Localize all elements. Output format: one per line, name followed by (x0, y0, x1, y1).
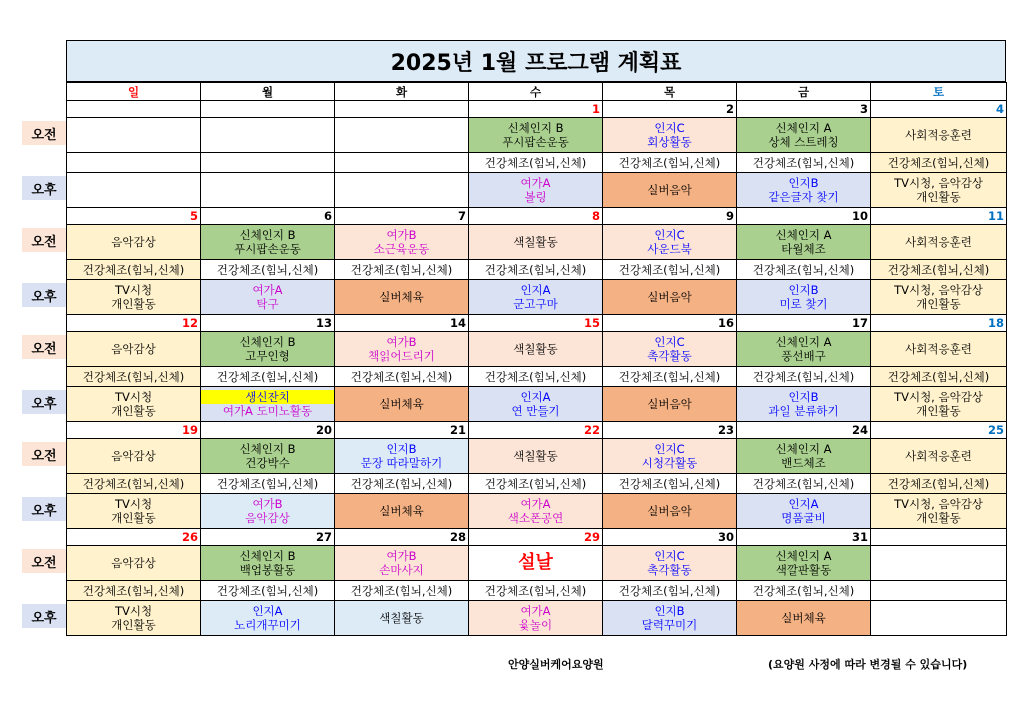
date-row (67, 529, 1007, 546)
activity-text: 인지B (788, 176, 819, 190)
activity-text: 음악감상 (245, 511, 290, 525)
activity-text: TV시청, 음악감상 (894, 176, 983, 190)
activity-text: 고무인형 (245, 349, 290, 363)
am-activity-cell (469, 225, 603, 260)
activity-text: 미로 찾기 (779, 297, 828, 311)
pm-activity-cell (871, 601, 1007, 636)
activity-text: 인지A (788, 497, 819, 511)
activity-text: 인지C (654, 442, 685, 456)
date-number: 20 (201, 422, 335, 439)
am-activity-cell (737, 439, 871, 474)
activity-text: 실버음악 (647, 290, 692, 304)
activity-text: 사회적응훈련 (905, 128, 972, 142)
am-label: 오전 (22, 228, 66, 252)
exercise-cell (335, 153, 469, 173)
am-activity-cell (871, 546, 1007, 581)
pm-activity-cell (737, 280, 871, 315)
am-row (67, 439, 1007, 474)
activity-text: 실버음악 (647, 183, 692, 197)
pm-label: 오후 (22, 497, 66, 521)
activity-text: 인지C (654, 228, 685, 242)
exercise-cell: 건강체조(힘뇌,신체) (469, 260, 603, 280)
am-activity-cell (67, 439, 201, 474)
activity-text: TV시청, 음악감상 (894, 390, 983, 404)
exercise-cell: 건강체조(힘뇌,신체) (603, 474, 737, 494)
activity-text: 사회적응훈련 (905, 235, 972, 249)
pm-row (67, 280, 1007, 315)
program-calendar (66, 82, 1007, 636)
activity-text: 실버체육 (379, 397, 424, 411)
date-number: 15 (469, 315, 603, 332)
activity-text: 인지C (654, 121, 685, 135)
activity-text: 인지A (252, 604, 283, 618)
pm-activity-cell (335, 494, 469, 529)
activity-text: 노리개꾸미기 (234, 618, 301, 632)
date-number: 30 (603, 529, 737, 546)
activity-text: 실버체육 (379, 504, 424, 518)
pm-label: 오후 (22, 283, 66, 307)
weekday-header-row (67, 83, 1007, 101)
am-label: 오전 (22, 335, 66, 359)
activity-text: 촉각활동 (647, 349, 692, 363)
exercise-cell: 건강체조(힘뇌,신체) (737, 581, 871, 601)
am-row (67, 546, 1007, 581)
exercise-cell (67, 153, 201, 173)
activity-text: 여가A (252, 283, 283, 297)
am-activity-cell (603, 439, 737, 474)
schedule-notice: (요양원 사정에 따라 변경될 수 있습니다) (768, 658, 968, 671)
weekday-tue: 화 (335, 83, 469, 101)
exercise-cell: 건강체조(힘뇌,신체) (737, 367, 871, 387)
pm-activity-cell (67, 280, 201, 315)
date-number: 24 (737, 422, 871, 439)
date-number: 18 (871, 315, 1007, 332)
activity-text: 개인활동 (916, 190, 961, 204)
am-activity-cell (201, 439, 335, 474)
exercise-row (67, 153, 1007, 173)
pm-activity-cell (871, 280, 1007, 315)
am-activity-cell (67, 225, 201, 260)
facility-name: 안양실버케어요양원 (508, 658, 604, 671)
am-activity-cell (201, 118, 335, 153)
activity-text: 인지A (520, 283, 551, 297)
am-activity-cell (335, 546, 469, 581)
date-number: 4 (871, 101, 1007, 118)
activity-text: 인지B (386, 442, 417, 456)
pm-activity-cell (871, 387, 1007, 422)
pm-activity-cell (603, 387, 737, 422)
activity-text: 백업봉활동 (239, 563, 296, 577)
activity-text: 개인활동 (916, 511, 961, 525)
date-number: 7 (335, 208, 469, 225)
exercise-cell: 건강체조(힘뇌,신체) (335, 367, 469, 387)
activity-text: TV시청, 음악감상 (894, 283, 983, 297)
date-number: 13 (201, 315, 335, 332)
exercise-row (67, 474, 1007, 494)
activity-text: 신체인지 A (775, 442, 832, 456)
activity-text: 과일 분류하기 (768, 404, 839, 418)
activity-text: TV시청 (114, 604, 153, 618)
activity-text: 윷놀이 (518, 618, 553, 632)
exercise-cell: 건강체조(힘뇌,신체) (871, 260, 1007, 280)
date-number: 23 (603, 422, 737, 439)
exercise-cell: 건강체조(힘뇌,신체) (67, 367, 201, 387)
date-number: 22 (469, 422, 603, 439)
pm-activity-cell (469, 387, 603, 422)
exercise-cell: 건강체조(힘뇌,신체) (469, 474, 603, 494)
am-activity-cell (335, 439, 469, 474)
am-activity-cell (201, 225, 335, 260)
am-row (67, 118, 1007, 153)
date-number: 12 (67, 315, 201, 332)
am-activity-cell (871, 118, 1007, 153)
weekday-mon: 월 (201, 83, 335, 101)
exercise-cell: 건강체조(힘뇌,신체) (871, 153, 1007, 173)
am-activity-cell (469, 546, 603, 581)
am-label: 오전 (22, 121, 66, 145)
date-number: 1 (469, 101, 603, 118)
am-activity-cell (737, 332, 871, 367)
date-row (67, 101, 1007, 118)
am-activity-cell (871, 225, 1007, 260)
activity-text: 개인활동 (111, 511, 156, 525)
activity-text: 인지B (654, 604, 685, 618)
activity-text: 여가A (520, 497, 551, 511)
date-number: 11 (871, 208, 1007, 225)
activity-text: 같은글자 찾기 (768, 190, 839, 204)
am-activity-cell (603, 225, 737, 260)
am-activity-cell (335, 332, 469, 367)
am-row (67, 225, 1007, 260)
am-activity-cell (201, 546, 335, 581)
pm-label: 오후 (22, 176, 66, 200)
pm-activity-cell (335, 280, 469, 315)
date-number: 2 (603, 101, 737, 118)
activity-text: 풍선배구 (781, 349, 826, 363)
am-row (67, 332, 1007, 367)
pm-activity-cell (67, 601, 201, 636)
activity-text: 신체인지 A (775, 228, 832, 242)
date-number: 6 (201, 208, 335, 225)
date-number (201, 101, 335, 118)
am-activity-cell (335, 225, 469, 260)
exercise-cell: 건강체조(힘뇌,신체) (469, 581, 603, 601)
date-number: 25 (871, 422, 1007, 439)
activity-text: 실버음악 (647, 504, 692, 518)
pm-activity-cell (67, 494, 201, 529)
date-number: 27 (201, 529, 335, 546)
weekday-sun: 일 (67, 83, 201, 101)
activity-text: 개인활동 (111, 404, 156, 418)
activity-text: 실버체육 (781, 611, 826, 625)
exercise-row (67, 367, 1007, 387)
pm-label: 오후 (22, 390, 66, 414)
activity-text: 여가B (386, 335, 417, 349)
pm-activity-cell (871, 173, 1007, 208)
activity-text: 군고구마 (513, 297, 558, 311)
pm-activity-cell (335, 173, 469, 208)
activity-text: 신체인지 B (239, 549, 296, 563)
am-activity-cell (469, 439, 603, 474)
pm-activity-cell (469, 280, 603, 315)
exercise-cell (871, 581, 1007, 601)
am-activity-cell (871, 439, 1007, 474)
exercise-cell: 건강체조(힘뇌,신체) (201, 260, 335, 280)
am-activity-cell (737, 225, 871, 260)
activity-text: 음악감상 (111, 449, 156, 463)
activity-text: 신체인지 A (775, 121, 832, 135)
exercise-cell: 건강체조(힘뇌,신체) (469, 153, 603, 173)
activity-text: 신체인지 B (507, 121, 564, 135)
date-number: 14 (335, 315, 469, 332)
am-activity-cell (603, 118, 737, 153)
activity-text: 푸시팝손운동 (234, 242, 301, 256)
exercise-cell: 건강체조(힘뇌,신체) (603, 367, 737, 387)
pm-activity-cell (737, 173, 871, 208)
exercise-cell: 건강체조(힘뇌,신체) (603, 153, 737, 173)
activity-text: TV시청 (114, 283, 153, 297)
pm-row (67, 494, 1007, 529)
date-number (871, 529, 1007, 546)
pm-activity-cell (871, 494, 1007, 529)
activity-text: 푸시팝손운동 (502, 135, 569, 149)
activity-text: 밴드체조 (781, 456, 826, 470)
date-number: 10 (737, 208, 871, 225)
exercise-cell: 건강체조(힘뇌,신체) (737, 153, 871, 173)
activity-text: 여가B (386, 228, 417, 242)
exercise-cell: 건강체조(힘뇌,신체) (201, 474, 335, 494)
pm-activity-cell (67, 387, 201, 422)
date-number: 8 (469, 208, 603, 225)
activity-text: 달력꾸미기 (641, 618, 698, 632)
pm-activity-cell (335, 387, 469, 422)
date-number: 17 (737, 315, 871, 332)
activity-text: 탁구 (256, 297, 279, 311)
date-row (67, 208, 1007, 225)
exercise-cell: 건강체조(힘뇌,신체) (67, 474, 201, 494)
activity-text: TV시청 (114, 390, 153, 404)
pm-row (67, 601, 1007, 636)
activity-text: 명품굴비 (781, 511, 826, 525)
date-number (67, 101, 201, 118)
date-number: 19 (67, 422, 201, 439)
activity-text: 색소폰공연 (507, 511, 564, 525)
am-activity-cell (201, 332, 335, 367)
activity-text: 여가B (252, 497, 283, 511)
activity-text: 개인활동 (916, 404, 961, 418)
activity-text: 사운드북 (647, 242, 692, 256)
activity-text: TV시청, 음악감상 (894, 497, 983, 511)
exercise-cell (201, 153, 335, 173)
pm-row (67, 173, 1007, 208)
activity-text: 손마사지 (379, 563, 424, 577)
page-title: 2025년 1월 프로그램 계획표 (66, 40, 1006, 82)
activity-text: 시청각활동 (641, 456, 698, 470)
date-number: 28 (335, 529, 469, 546)
activity-text: 여가A 도미노활동 (222, 404, 313, 418)
exercise-cell: 건강체조(힘뇌,신체) (737, 474, 871, 494)
pm-activity-cell (603, 173, 737, 208)
pm-activity-cell (335, 601, 469, 636)
date-number: 5 (67, 208, 201, 225)
activity-text: 신체인지 B (239, 442, 296, 456)
activity-text: 생신잔치 (201, 390, 334, 404)
activity-text: 인지C (654, 335, 685, 349)
exercise-cell: 건강체조(힘뇌,신체) (67, 260, 201, 280)
activity-text: TV시청 (114, 497, 153, 511)
exercise-cell: 건강체조(힘뇌,신체) (335, 581, 469, 601)
am-activity-cell (67, 546, 201, 581)
activity-text: 실버음악 (647, 397, 692, 411)
activity-text: 색칠활동 (513, 449, 558, 463)
exercise-cell: 건강체조(힘뇌,신체) (201, 581, 335, 601)
activity-text: 음악감상 (111, 235, 156, 249)
date-number: 9 (603, 208, 737, 225)
pm-activity-cell (469, 494, 603, 529)
exercise-cell: 건강체조(힘뇌,신체) (603, 581, 737, 601)
date-number: 31 (737, 529, 871, 546)
activity-text: 연 만들기 (511, 404, 560, 418)
activity-text: 개인활동 (111, 297, 156, 311)
date-number: 3 (737, 101, 871, 118)
activity-text: 인지A (520, 390, 551, 404)
exercise-cell: 건강체조(힘뇌,신체) (335, 260, 469, 280)
date-number: 21 (335, 422, 469, 439)
pm-activity-cell (67, 173, 201, 208)
exercise-cell: 건강체조(힘뇌,신체) (871, 474, 1007, 494)
am-activity-cell (603, 546, 737, 581)
activity-text: 색깔판활동 (775, 563, 832, 577)
activity-text: 음악감상 (111, 556, 156, 570)
pm-activity-cell (469, 173, 603, 208)
pm-activity-cell (201, 387, 335, 422)
am-activity-cell (67, 332, 201, 367)
activity-text: 회상활동 (647, 135, 692, 149)
activity-text: 볼링 (524, 190, 547, 204)
exercise-cell: 건강체조(힘뇌,신체) (603, 260, 737, 280)
activity-text: 여가B (386, 549, 417, 563)
activity-text: 여가A (520, 604, 551, 618)
activity-text: 색칠활동 (513, 235, 558, 249)
weekday-sat: 토 (871, 83, 1007, 101)
activity-text: 설날 (518, 552, 553, 573)
activity-text: 신체인지 A (775, 335, 832, 349)
exercise-cell: 건강체조(힘뇌,신체) (67, 581, 201, 601)
activity-text: 촉각활동 (647, 563, 692, 577)
activity-text: 실버체육 (379, 290, 424, 304)
activity-text: 사회적응훈련 (905, 342, 972, 356)
activity-text: 소근육운동 (373, 242, 430, 256)
exercise-cell: 건강체조(힘뇌,신체) (871, 367, 1007, 387)
am-label: 오전 (22, 549, 66, 573)
activity-text: 상체 스트레칭 (768, 135, 839, 149)
am-activity-cell (335, 118, 469, 153)
activity-text: 타월체조 (781, 242, 826, 256)
date-number: 29 (469, 529, 603, 546)
pm-label: 오후 (22, 604, 66, 628)
activity-text: 신체인지 A (775, 549, 832, 563)
activity-text: 책읽어드리기 (368, 349, 435, 363)
am-activity-cell (469, 118, 603, 153)
activity-text: 인지C (654, 549, 685, 563)
pm-activity-cell (201, 280, 335, 315)
pm-row (67, 387, 1007, 422)
am-activity-cell (737, 546, 871, 581)
am-activity-cell (871, 332, 1007, 367)
pm-activity-cell (603, 280, 737, 315)
activity-text: 색칠활동 (513, 342, 558, 356)
pm-activity-cell (737, 601, 871, 636)
pm-activity-cell (603, 494, 737, 529)
pm-activity-cell (201, 173, 335, 208)
exercise-cell: 건강체조(힘뇌,신체) (335, 474, 469, 494)
am-activity-cell (737, 118, 871, 153)
weekday-fri: 금 (737, 83, 871, 101)
activity-text: 사회적응훈련 (905, 449, 972, 463)
exercise-row (67, 260, 1007, 280)
am-label: 오전 (22, 442, 66, 466)
activity-text: 여가A (520, 176, 551, 190)
am-activity-cell (603, 332, 737, 367)
activity-text: 신체인지 B (239, 335, 296, 349)
activity-text: 건강박수 (245, 456, 290, 470)
activity-text: 신체인지 B (239, 228, 296, 242)
am-activity-cell (67, 118, 201, 153)
pm-activity-cell (737, 494, 871, 529)
date-number (335, 101, 469, 118)
am-activity-cell (469, 332, 603, 367)
weekday-thu: 목 (603, 83, 737, 101)
pm-activity-cell (201, 601, 335, 636)
exercise-row (67, 581, 1007, 601)
activity-text: 음악감상 (111, 342, 156, 356)
activity-text: 인지B (788, 390, 819, 404)
activity-text: 색칠활동 (379, 611, 424, 625)
activity-text: 문장 따라말하기 (360, 456, 443, 470)
exercise-cell: 건강체조(힘뇌,신체) (201, 367, 335, 387)
pm-activity-cell (201, 494, 335, 529)
exercise-cell: 건강체조(힘뇌,신체) (737, 260, 871, 280)
pm-activity-cell (603, 601, 737, 636)
activity-text: 인지B (788, 283, 819, 297)
date-number: 26 (67, 529, 201, 546)
pm-activity-cell (469, 601, 603, 636)
date-row (67, 315, 1007, 332)
activity-text: 개인활동 (916, 297, 961, 311)
date-row (67, 422, 1007, 439)
date-number: 16 (603, 315, 737, 332)
activity-text: 개인활동 (111, 618, 156, 632)
exercise-cell: 건강체조(힘뇌,신체) (469, 367, 603, 387)
weekday-wed: 수 (469, 83, 603, 101)
pm-activity-cell (737, 387, 871, 422)
